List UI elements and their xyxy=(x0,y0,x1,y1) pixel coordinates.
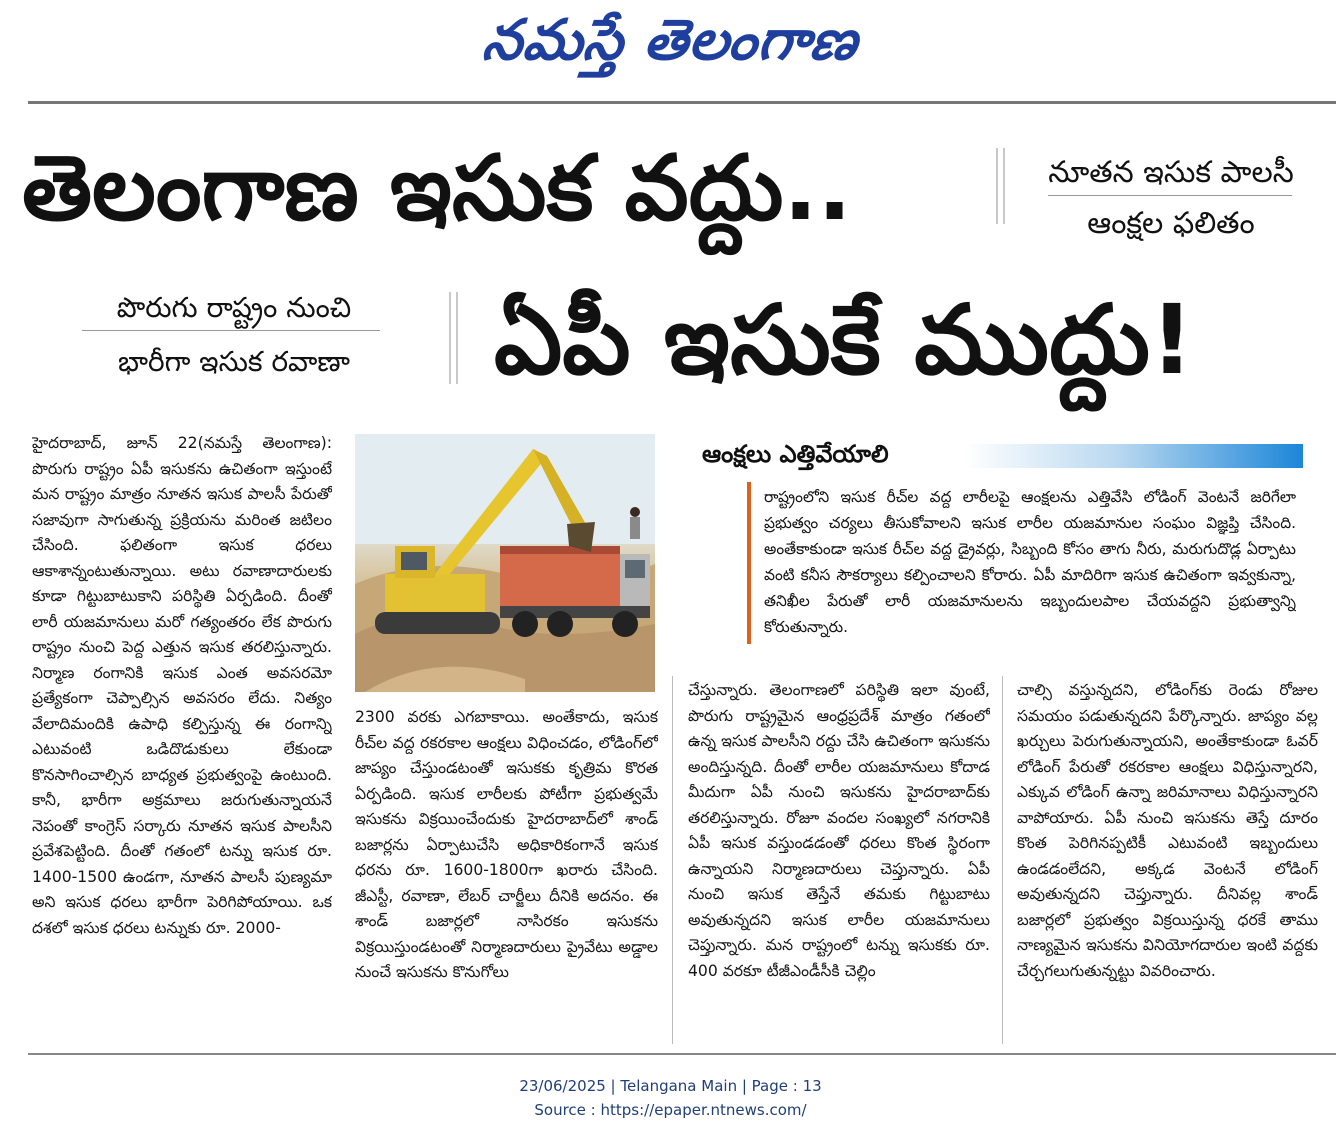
article-column-1: హైదరాబాద్, జూన్ 22(నమస్తే తెలంగాణ): పొరుగు రాష్ట్రం ఏపీ ఇసుకను ఉచితంగా ఇస్తుంటే మన రాష్ట్రం మాత్రం నూతన ఇసుక పాలసీ పేరుతో సజావుగా సాగుతున్న ప్రక్రియను మరింత జటిలం చేసింది. ఫలితంగా ఇసుక ధరలు ఆకాశాన్నంటుతున్నాయి. అటు రవాణాదారులకు కూడా గిట్టుబాటుకాని పరిస్థితి ఏర్పడింది. దీంతో లారీ యజమానులు మరో గత్యంతరం లేక పొరుగు రాష్ట్రం నుంచి పెద్ద ఎత్తున ఇసుక తరలిస్తున్నారు. నిర్మాణ రంగానికి ఇసుక ఎంత అవసరమో ప్రత్యేకంగా చెప్పాల్సిన అవసరం లేదు. నిత్యం వేలాదిమందికి ఉపాధి కల్పిస్తున్న ఈ రంగాన్ని ఎటువంటి ఒడిదొడుకులు లేకుండా కొనసాగించాల్సిన బాధ్యత ప్రభుత్వంపై ఉంటుంది. కానీ, భారీగా అక్రమాలు జరుగుతున్నాయనే నెపంతో కాంగ్రెస్ సర్కారు నూతన ఇసుక పాలసీని ప్రవేశపెట్టింది. దీంతో గతంలో టన్ను ఇసుక రూ. 1400-1500 ఉండగా, నూతన పాలసీ పుణ్యమా అని ఇసుక ధరలు భారీగా పెరిగిపోయాయి. ఒక దశలో ఇసుక ధరలు టన్నుకు రూ. 2000- xyxy=(32,434,332,937)
footer-date-line: 23/06/2025 | Telangana Main | Page : 13 xyxy=(519,1077,822,1095)
masthead-rule xyxy=(28,101,1336,104)
article-column-4: చాల్సి వస్తున్నదని, లోడింగ్‌కు రెండు రోజుల సమయం పడుతున్నదని పేర్కొన్నారు. జాప్యం వల్ల ఖర్చులు పెరుగుతున్నాయని, అంతేకాకుండా ఓవర్ లోడింగ్ పేరుతో రకరకాల ఆంక్షలు విధిస్తున్నారని, ఎక్కువ లోడింగ్ ఉన్నా జరిమానాలు విధిస్తున్నారని వాపోయారు. ఏపీ నుంచి ఇసుకను తెస్తే దూరం కొంత పెరిగినప్పటికీ ఎటువంటి ఇబ్బందులు ఉండడంలేదని, అక్కడ వెంటనే లోడింగ్ అవుతున్నదని చెప్తున్నారు. దీనివల్ల శాండ్ బజార్లలో ప్రభుత్వం విక్రయిస్తున్న ధరకే తాము నాణ్యమైన ఇసుకను వినియోగదారుల ఇంటి వద్దకు చేర్చగలుగుతున్నట్టు వివరించారు. xyxy=(1017,681,1318,980)
side-deck-line2: ఆంక్షల ఫలితం xyxy=(1087,206,1255,241)
footer-source-line: Source : https://epaper.ntnews.com/ xyxy=(534,1101,807,1119)
photo-illustration xyxy=(355,434,655,692)
article-column-2: 2300 వరకు ఎగబాకాయి. అంతేకాదు, ఇసుక రీచ్‌ల వద్ద రకరకాల ఆంక్షలు విధించడం, లోడింగ్‌లో జాప్యం చేస్తుండటంతో ఇసుకకు కృత్రిమ కొరత ఏర్పడింది. ఇసుక లారీలకు పోటీగా ప్రభుత్వమే ఇసుకను విక్రయించేందుకు హైదరాబాద్‌లో శాండ్ బజార్లను ఏర్పాటుచేసి అధికారికంగానే ఇసుక ధరను రూ. 1600-1800గా ఖరారు చేసింది. జీఎస్టీ, రవాణా, లేబర్ చార్జీలు దీనికి అదనం. ఈ శాండ్ బజార్లలో నాసిరకం ఇసుకను విక్రయిస్తుండటంతో నిర్మాణదారులు ప్రైవేటు అడ్డాల నుంచే ఇసుకను కొనుగోలు xyxy=(355,708,658,981)
sub-deck-line2: భారీగా ఇసుక రవాణా xyxy=(117,345,351,378)
side-deck-line1: నూతన ఇసుక పాలసీ xyxy=(1048,155,1294,190)
masthead-title: నమస్తే తెలంగాణ xyxy=(479,8,862,73)
headline-divider-bar xyxy=(996,148,998,224)
sub-deck-line1: పొరుగు రాష్ట్రం నుంచి xyxy=(116,291,352,324)
column-divider xyxy=(672,676,673,1044)
column-divider xyxy=(1002,676,1003,1044)
side-deck-rule xyxy=(1048,195,1292,196)
sidebar-heading: ఆంక్షలు ఎత్తివేయాలి xyxy=(702,440,889,468)
subdeck-divider-bar xyxy=(456,292,458,384)
sub-deck-rule xyxy=(82,330,380,331)
second-headline: ఏపీ ఇసుకే ముద్దు! xyxy=(494,284,1194,396)
footer-rule xyxy=(28,1053,1336,1055)
main-headline: తెలంగాణ ఇసుక వద్దు.. xyxy=(22,136,852,241)
sidebar-text: రాష్ట్రంలోని ఇసుక రీచ్‌ల వద్ద లారీలపై ఆంక్షలను ఎత్తివేసి లోడింగ్ వెంటనే జరిగేలా ప్రభుత్వం చర్యలు తీసుకోవాలని ఇసుక లారీల యజమానుల సంఘం విజ్ఞప్తి చేసింది. అంతేకాకుండా ఇసుక రీచ్‌ల వద్ద డ్రైవర్లు, సిబ్బంది కోసం తాగు నీరు, మరుగుదొడ్ల ఏర్పాటు వంటి కనీస సౌకర్యాలు కల్పించాలని కోరారు. ఏపీ మాదిరిగా ఇసుక ఉచితంగా ఇవ్వకున్నా, తనిఖీల పేరుతో లారీ యజమానులను ఇబ్బందులపాల చేయవద్దని ప్రభుత్వాన్ని కోరుతున్నారు. xyxy=(764,488,1296,636)
headline-divider-bar xyxy=(1003,148,1005,224)
subdeck-divider-bar xyxy=(449,292,451,384)
sidebar-accent-bar xyxy=(747,482,751,644)
excavator-loading-truck-photo xyxy=(355,434,655,692)
article-column-3: చేస్తున్నారు. తెలంగాణలో పరిస్థితి ఇలా వుంటే, పొరుగు రాష్ట్రమైన ఆంధ్రప్రదేశ్ మాత్రం గతంలో ఉన్న ఇసుక పాలసీని రద్దు చేసి ఉచితంగా ఇసుకను అందిస్తున్నది. దీంతో లారీల యజమానులు కోదాడ మీదుగా ఏపీ నుంచి ఇసుకను హైదరాబాద్‌కు తరలిస్తున్నారు. రోజూ వందల సంఖ్యలో నగరానికి ఏపీ ఇసుక వస్తుండడంతో ధరలు కొంత స్థిరంగా ఉన్నాయని నిర్మాణదారులు చెప్తున్నారు. ఏపీ నుంచి ఇసుక తెస్తేనే తమకు గిట్టుబాటు అవుతున్నదని ఇసుక లారీల యజమానులు చెప్తున్నారు. మన రాష్ట్రంలో టన్ను ఇసుకకు రూ. 400 వరకూ టీజీఎండీసీకి చెల్లిం xyxy=(688,681,990,980)
